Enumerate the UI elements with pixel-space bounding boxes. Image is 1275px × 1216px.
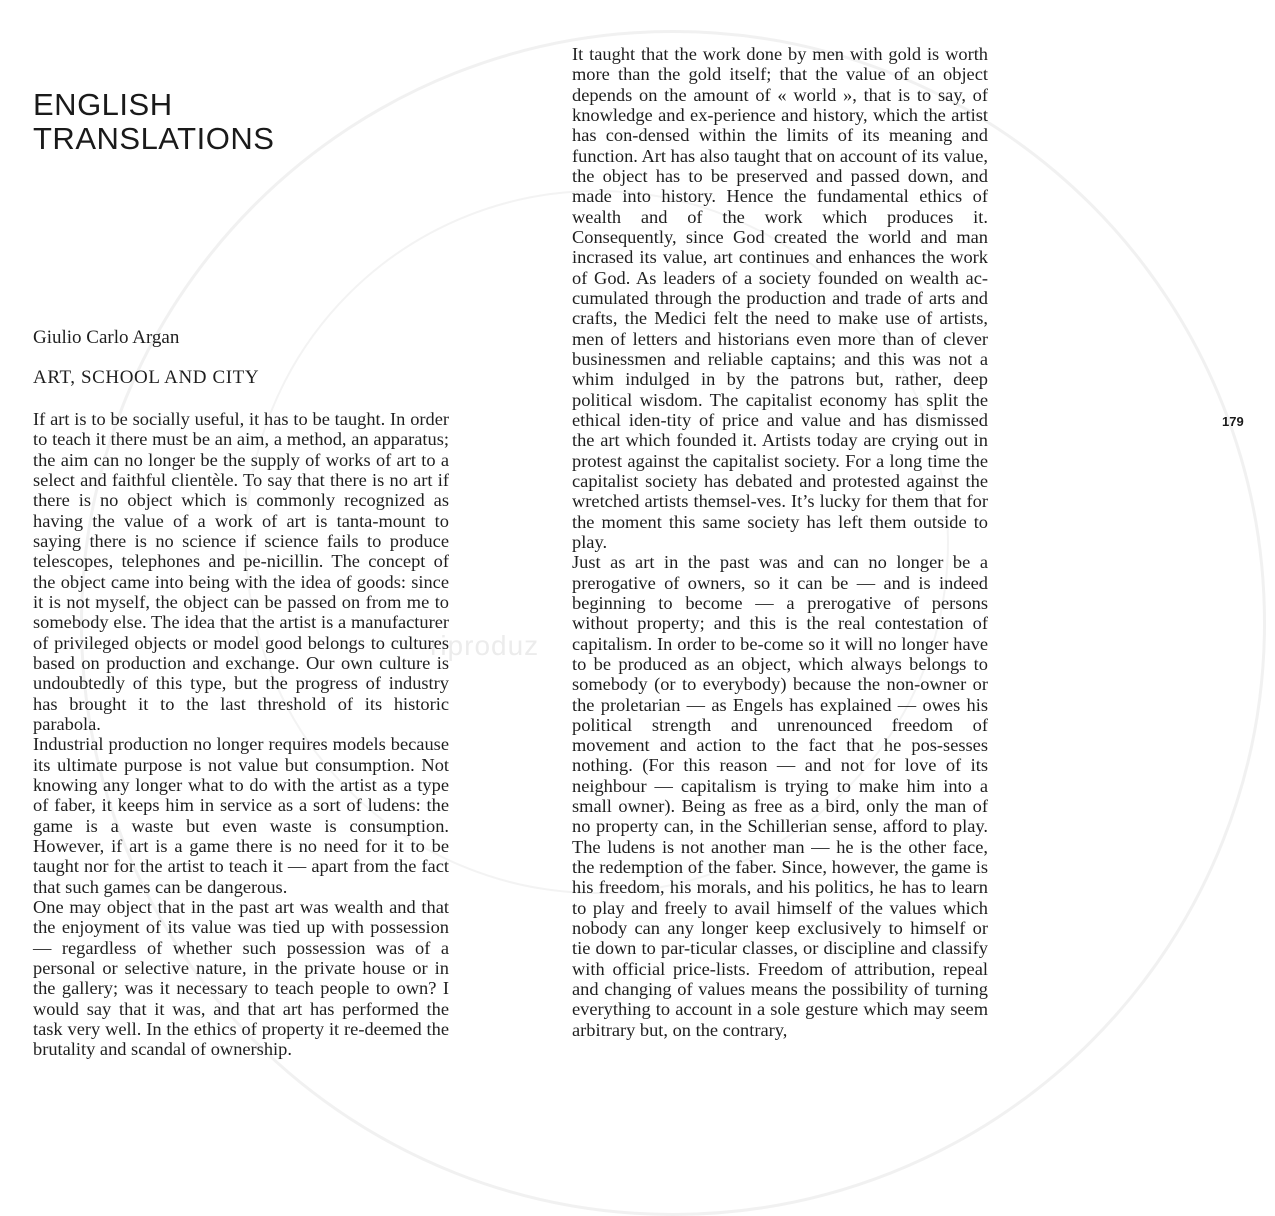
paragraph: If art is to be socially useful, it has to be taught. In order to teach it there must be an aim, a method, an apparatus; the aim can no longer be the supply of works of art to a select and faithful clientèle. To say that there is no art if there is no object which is commonly recognized as having the value of a work of art is tanta-mount to saying there is no science if science fails to produce telescopes, telephones and pe-nicillin. The concept of the object came into being with the idea of goods: since it is not myself, the object can be passed on from me to somebody else. The idea that the artist is a manufacturer of privileged objects or model good belongs to cultures based on production and exchange. Our own culture is undoubtedly of this type, but the progress of industry has brought it to the last threshold of its historic parabola. bbox=[33, 409, 449, 734]
page-number: 179 bbox=[1222, 414, 1244, 429]
paragraph: Industrial production no longer requires models because its ultimate purpose is not value but consumption. Not knowing any longer what to do with the artist as a type of faber, it keeps him in service as a sort of ludens: the game is a waste but even waste is consumption. However, if art is a game there is no need for it to be taught nor for the artist to teach it — apart from the fact that such games can be dangerous. bbox=[33, 734, 449, 897]
section-heading bbox=[33, 88, 274, 156]
paragraph: Just as art in the past was and can no longer be a prerogative of owners, so it can be — and is indeed beginning to become — a prerogative of persons without property; and this is the real contestation of capitalism. In order to be-come so it will no longer have to be produced as an object, which always belongs to somebody (or to everybody) because the non-owner or the proletarian — as Engels has explained — owes his political strength and unrenounced freedom of movement and action to the fact that he pos-sesses nothing. (For this reason — and not for love of its neighbour — capitalism is trying to make him into a small owner). Being as free as a bird, only the man of no property can, in the Schillerian sense, afford to play. The ludens is not another man — he is the other face, the redemption of the faber. Since, however, the game is his freedom, his morals, and his politics, he has to learn to play and freely to avail himself of the values which nobody can any longer keep exclusively to himself or tie down to par-ticular classes, or discipline and classify with official price-lists. Freedom of attribution, repeal and changing of values means the possibility of turning everything to account in a sole gesture which may seem arbitrary but, on the contrary, bbox=[572, 552, 988, 1040]
section-heading-line: TRANSLATIONS bbox=[33, 121, 275, 156]
paragraph: One may object that in the past art was wealth and that the enjoyment of its value was tied up with possession — regardless of whether such possession was of a personal or selective nature, in the private house or in the gallery; was it necessary to teach people to own? I would say that it was, and that art has performed the task very well. In the ethics of property it re-deemed the brutality and scandal of ownership. bbox=[33, 896, 449, 1060]
article-title: ART, SCHOOL AND CITY bbox=[33, 367, 260, 388]
left-text-column bbox=[33, 409, 449, 1060]
author-name: Giulio Carlo Argan bbox=[33, 327, 180, 348]
right-text-column bbox=[572, 44, 988, 1040]
watermark-text: riproduz bbox=[430, 630, 540, 661]
paragraph: It taught that the work done by men with gold is worth more than the gold itself; that the value of an object depends on the amount of « world », that is to say, of knowledge and ex-perience and history, which the artist has con-densed within the limits of its meaning and function. Art has also taught that on account of its value, the object has to be preserved and passed down, and made into history. Hence the fundamental ethics of wealth and of the work which produces it. Consequently, since God created the world and man incrased its value, art continues and enhances the work of God. As leaders of a society founded on wealth ac-cumulated through the production and trade of arts and crafts, the Medici felt the need to make use of artists, men of letters and historians even more than of clever businessmen and reliable captains; and this was not a whim indulged in by the patrons but, rather, deep political wisdom. The capitalist economy has split the ethical iden-tity of price and value and has dismissed the art which founded it. Artists today are crying out in protest against the capitalist society. For a long time the capitalist society has debated and protested against the wretched artists themsel-ves. It’s lucky for them that for the moment this same society has left them outside to play. bbox=[572, 44, 988, 552]
section-heading-line: ENGLISH bbox=[33, 87, 173, 122]
